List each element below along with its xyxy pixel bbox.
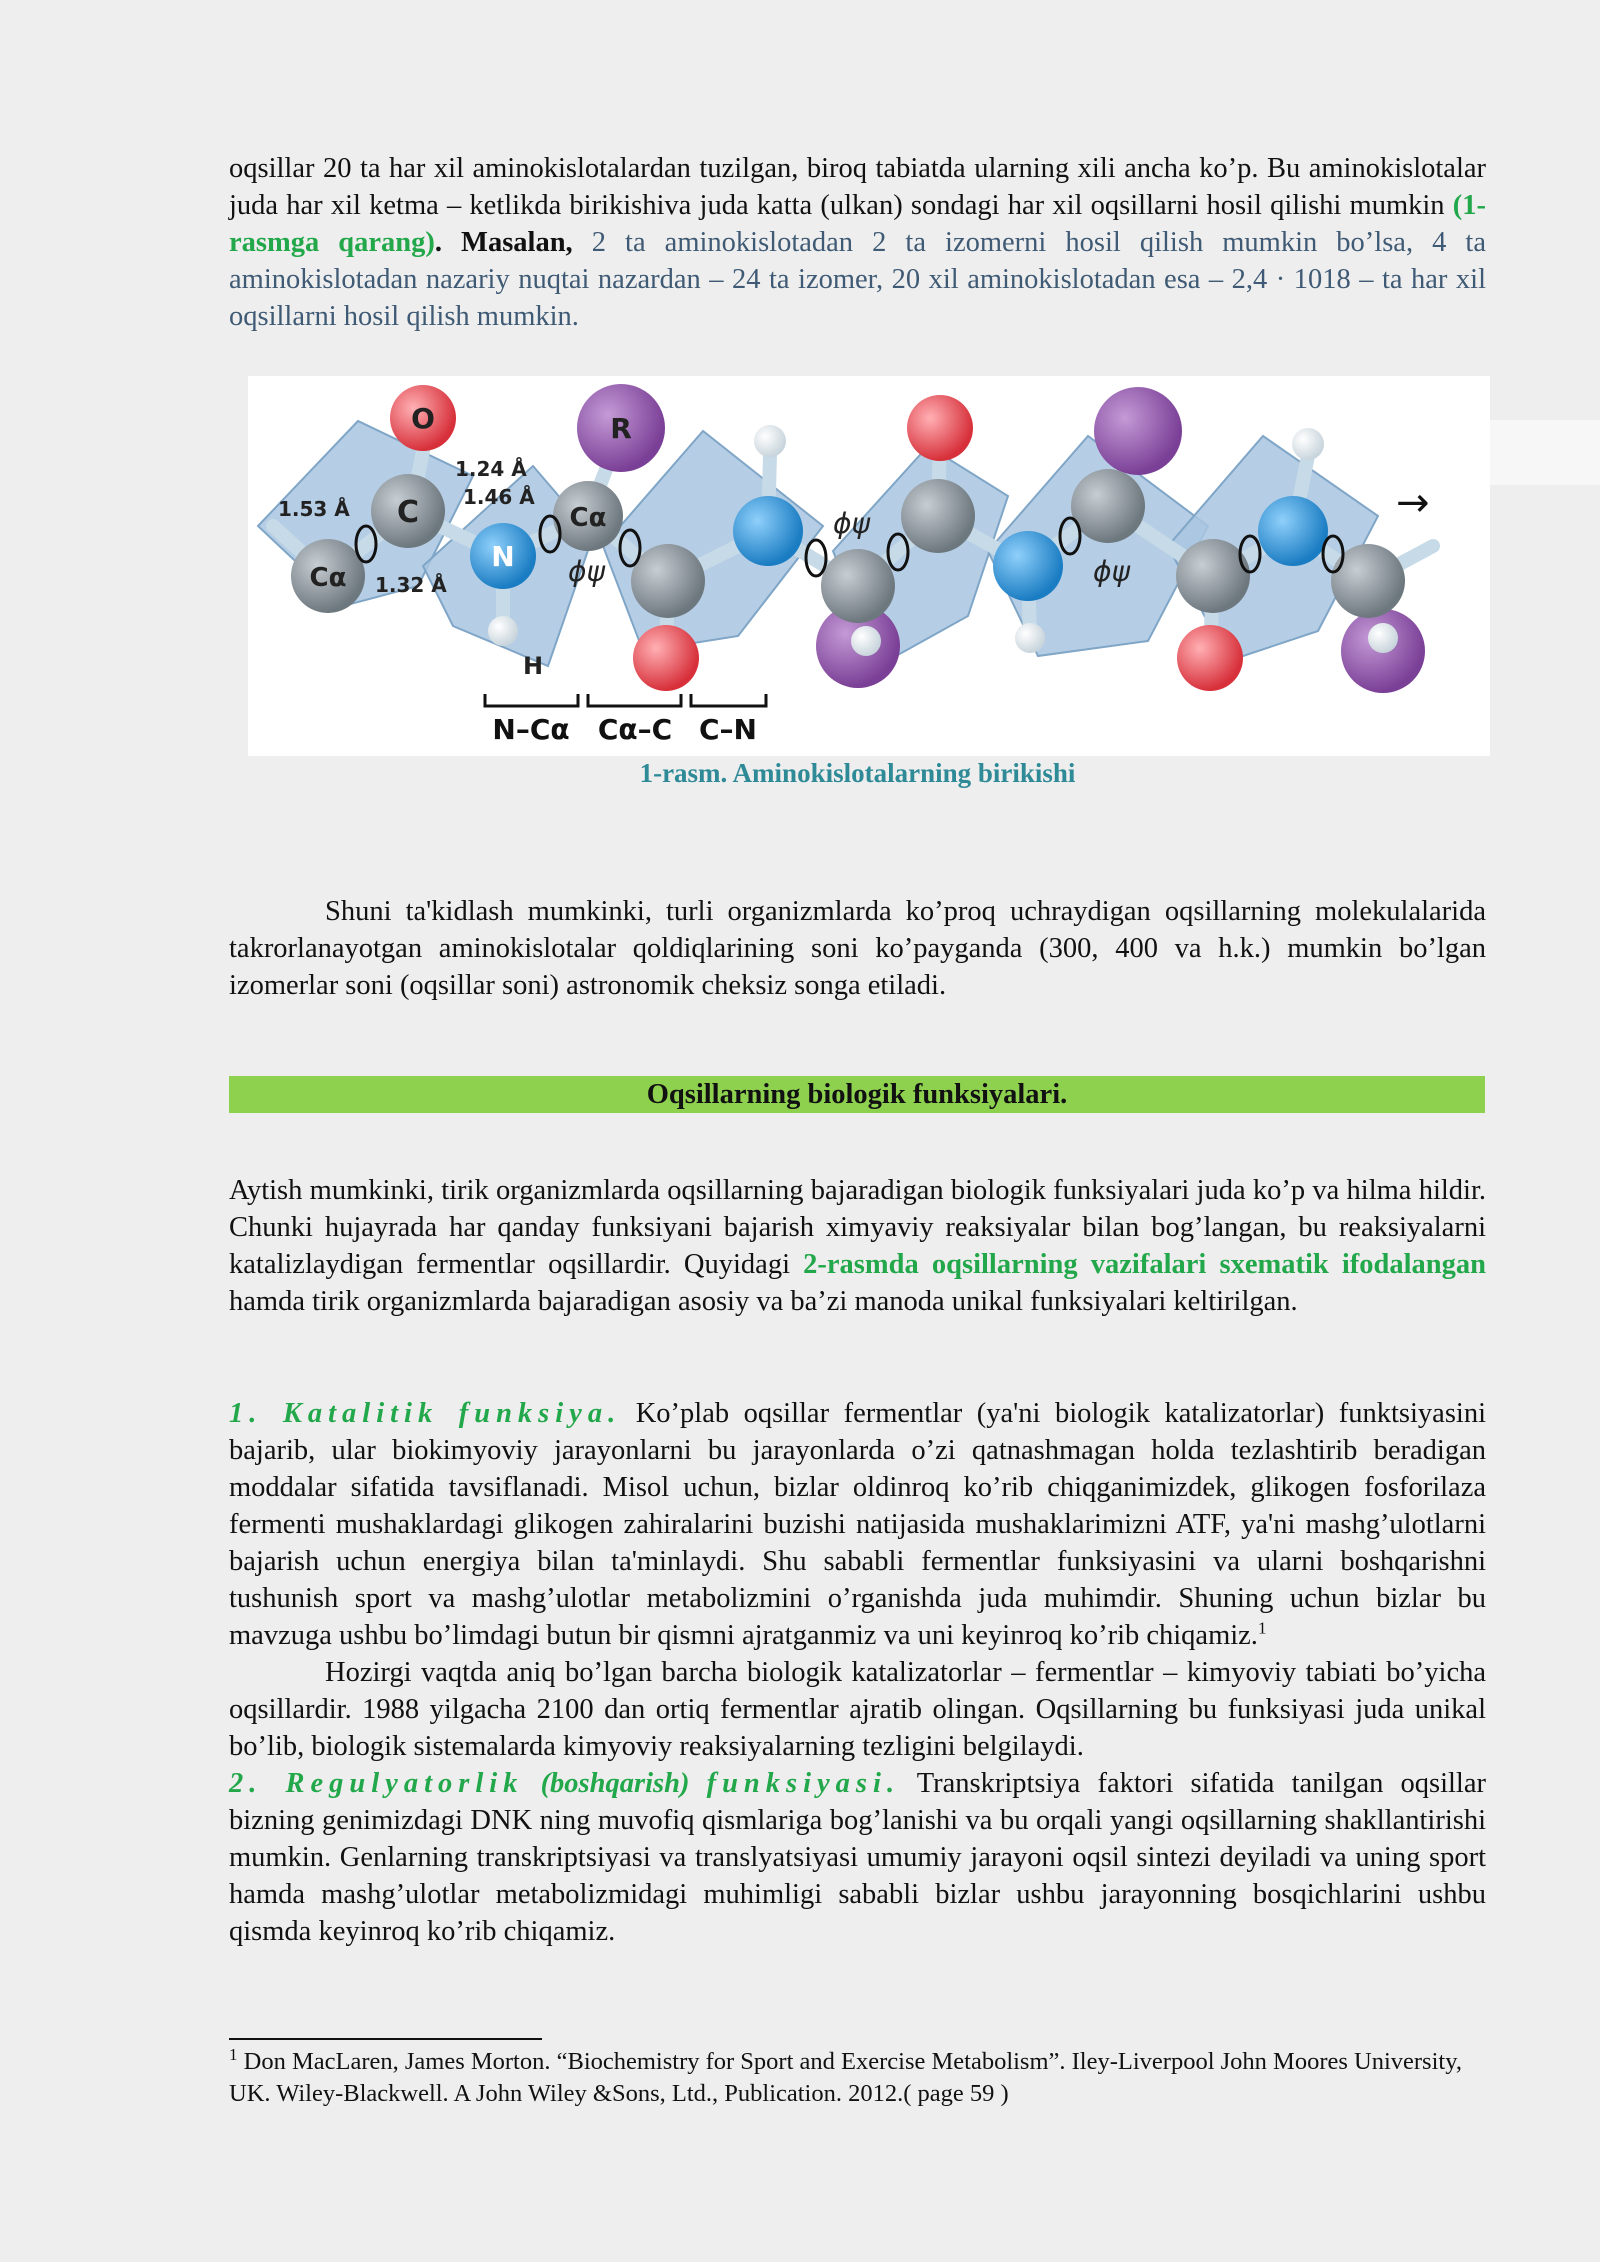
label-phi-psi-2: ϕψ [833, 507, 870, 540]
label-r-group: R [610, 412, 632, 445]
catalytic-function-paragraph [229, 1395, 1486, 1950]
label-phi-psi-3: ϕψ [1093, 555, 1130, 588]
regulatory-function-title-end: funksiyasi. [706, 1768, 901, 1799]
intro-paragraph [229, 150, 1486, 335]
label-bond-124: 1.24 Å [455, 457, 527, 481]
label-nitrogen: N [491, 540, 515, 573]
figure-2-reference: 2-rasmda oqsillarning vazifalari sxematik ifodalangan [803, 1249, 1487, 1280]
intro-text-highlight: 2 ta aminokislotadan 2 ta izomerni hosil qilish mumkin bo’lsa, 4 ta aminokislotadan nazariy nuqtai nazardan – 24 ta izomer, 20 xil aminokislotadan esa – 2,4 · 1018 – ta har xil oqsillarni hosil qilish mumkin. [229, 227, 1486, 332]
regulatory-function-title: 2. Regulyatorlik [229, 1768, 524, 1799]
intro-text: oqsillar 20 ta har xil aminokislotalardan tuzilgan, biroq tabiatda ularning xili ancha ko’p. Bu aminokislotalar juda har xil ketma – ketlikda birikishiva juda katta (ulkan) sondagi har xil oqsillarni hosil qilishi mumkin [229, 153, 1486, 221]
label-phi-psi-1: ϕψ [568, 555, 605, 588]
label-c-alpha-2: Cα [569, 503, 607, 533]
peptide-chain-diagram [248, 376, 1490, 756]
regulatory-function-text: Transkriptsiya faktori sifatida tanilgan oqsillar bizning genimizdagi DNK ning muvofiq qismlariga bog’lanishi va bu orqali yangi oqsillarning shakllantirishi mumkin. Genlarning transkriptsiyasi va translyatsiyasi umumiy jarayoni oqsil sintezi deyiladi va uning sport hamda mashg’ulotlar metabolizmidagi muhimligi sababli bizlar ushbu jarayonning bosqichlarini ushbu qismda keyinroq ko’rib chiqamiz. [229, 1768, 1486, 1947]
intro-text-2: . Masalan, [434, 227, 592, 258]
margin-highlight [1490, 420, 1600, 485]
functions-intro-text-2: hamda tirik organizmlarda bajaradigan asosiy va ba’zi manoda unikal funksiyalari keltirilgan. [229, 1286, 1298, 1317]
section-heading: Oqsillarning biologik funksiyalari. [229, 1076, 1485, 1113]
footnote [229, 2046, 1486, 2110]
label-bond-132: 1.32 Å [375, 573, 447, 597]
functions-intro-text: Aytish mumkinki, tirik organizmlarda oqsillarning bajaradigan biologik funksiyalari juda ko’p va hilma hildir. Chunki hujayrada har qanday funksiyani bajarish ximyaviy reaksiyalar bilan bog’langan, bu reaksiyalarni katalizlaydigan fermentlar oqsillardir. Quyidagi [229, 1175, 1486, 1280]
label-c-alpha-1: Cα [309, 563, 347, 593]
chain-direction-arrow: → [1396, 480, 1430, 526]
label-bond-146: 1.46 Å [463, 485, 535, 509]
label-oxygen: O [411, 402, 435, 435]
figure-caption: 1-rasm. Aminokislotalarning birikishi [639, 758, 1076, 788]
footnote-text: Don MacLaren, James Morton. “Biochemistry for Sport and Exercise Metabolism”. Iley-Liverpool John Moores University, UK. Wiley-Blackwell. A John Wiley &Sons, Ltd., Publication. 2012.( page 59 ) [229, 2048, 1462, 2107]
footnote-separator [229, 2038, 542, 2040]
bracket-label-ca-c: Cα–C [597, 713, 673, 746]
bracket-label-c-n: C–N [699, 713, 757, 746]
label-hydrogen: H [522, 652, 544, 680]
enzymes-text: Hozirgi vaqtda aniq bo’lgan barcha biologik katalizatorlar – fermentlar – kimyoviy tabiati bo’yicha oqsillardir. 1988 yilgacha 2100 dan ortiq fermentlar ajratib olingan. Oqsillarning bu funksiyasi juda unikal bo’lib, biologik sistemalarda kimyoviy reaksiyalarning tezligini belgilaydi. [229, 1657, 1486, 1762]
peptide-chain-figure [248, 376, 1490, 756]
regulatory-function-subtitle: (boshqarish) [523, 1768, 707, 1799]
bond-brackets [485, 694, 766, 706]
bracket-label-n-ca: N–Cα [492, 713, 570, 746]
catalytic-function-text: Ko’plab oqsillar fermentlar (ya'ni biologik katalizatorlar) funktsiyasini bajarib, ular biokimyoviy jarayonlarni bu jarayonlarda o’zi qatnashmagan holda tezlashtirib beradigan moddalar sifatida tavsiflanadi. Misol uchun, bizlar oldinroq ko’rib chiqganimizdek, glikogen fosforilaza fermenti mushaklardagi glikogen zahiralarini buzishi natijasida mushaklarimizni ATF, ya'ni mashg’ulotlarni bajarish uchun energiya bilan ta'minlaydi. Shu sababli fermentlar funksiyasini va ularni boshqarishni tushunish sport va mashg’ulotlar metabolizmini o’rganishda juda muhimdir. Shuning uchun bizlar bu mavzuga ushbu bo’limdagi butun bir qismni ajratganmiz va uni keyinroq ko’rib chiqamiz. [229, 1398, 1486, 1651]
footnote-number: 1 [229, 2044, 238, 2064]
label-carbon: C [396, 495, 420, 530]
footnote-marker[interactable]: 1 [1257, 1618, 1267, 1638]
catalytic-function-title: 1. Katalitik funksiya. [229, 1398, 622, 1429]
label-bond-153: 1.53 Å [278, 497, 350, 521]
functions-intro-paragraph [229, 1172, 1486, 1320]
isomer-text: Shuni ta'kidlash mumkinki, turli organizmlarda ko’proq uchraydigan oqsillarning molekulalarida takrorlanayotgan aminokislotalar qoldiqlarining soni ko’payganda (300, 400 va h.k.) mumkin bo’lgan izomerlar soni (oqsillar soni) astronomik cheksiz songa etiladi. [229, 896, 1486, 1001]
isomer-paragraph [229, 893, 1486, 1004]
figure-reference: (1-rasmga qarang) [229, 190, 1486, 258]
